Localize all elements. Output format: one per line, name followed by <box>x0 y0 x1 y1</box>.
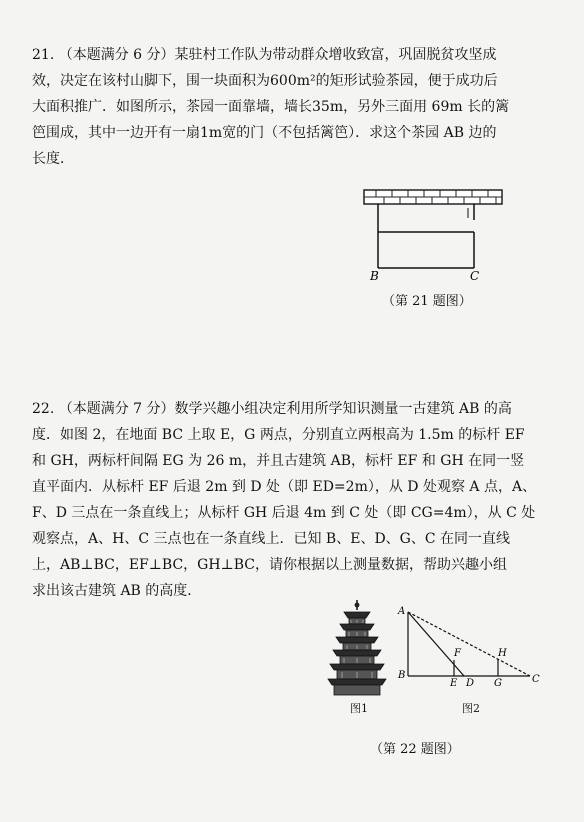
q22-line-2: 度．如图 2，在地面 BC 上取 E，G 两点，分别直立两根高为 1.5m 的标杆 EF <box>32 427 525 443</box>
label-c: C <box>470 269 480 283</box>
label-g: G <box>494 678 502 688</box>
label-c: C <box>532 674 540 685</box>
q22-line-7: 上，AB⊥BC，EF⊥BC，GH⊥BC，请你根据以上测量数据，帮助兴趣小组 <box>32 557 508 573</box>
q22-line-1: 22. （本题满分 7 分）数学兴趣小组决定利用所学知识测量一古建筑 AB 的高 <box>32 401 512 417</box>
question-21-text <box>32 42 552 172</box>
q22-line-8: 求出该古建筑 AB 的高度． <box>32 583 202 599</box>
question-22-text <box>32 396 552 604</box>
q21-figure-caption: （第 21 题图） <box>382 294 472 309</box>
label-h: H <box>498 648 507 659</box>
q21-line-4: 笆围成，其中一边开有一扇1m宽的门（不包括篱笆）．求这个茶园 AB 边的 <box>32 125 497 141</box>
garden-fence <box>378 204 474 268</box>
q21-line-1: 21. （本题满分 6 分）某驻村工作队为带动群众增收致富，巩固脱贫攻坚成 <box>32 47 497 63</box>
figure-2-caption: 图2 <box>462 702 480 715</box>
q21-line-2: 效，决定在该村山脚下，围一块面积为600m²的矩形试验茶园，便于成功后 <box>32 73 498 89</box>
figure-2-diagram <box>394 604 544 688</box>
brick-wall <box>364 190 502 204</box>
q21-line-5: 长度． <box>32 151 74 167</box>
label-a: A <box>398 606 406 617</box>
label-b: B <box>370 269 379 283</box>
label-e: E <box>450 678 458 688</box>
label-d: D <box>466 678 475 688</box>
q21-line-3: 大面积推广．如图所示，茶园一面靠墙，墙长35m，另外三面用 69m 长的篱 <box>32 99 510 115</box>
figure-1-caption: 图1 <box>350 702 368 715</box>
pagoda-image <box>322 598 392 698</box>
label-f: F <box>454 648 461 659</box>
q21-figure <box>358 186 508 286</box>
q22-line-4: 直平面内．从标杆 EF 后退 2m 到 D 处（即 ED=2m），从 D 处观察 A 点，A、 <box>32 479 537 495</box>
label-b: B <box>398 670 406 681</box>
q22-line-3: 和 GH，两标杆间隔 EG 为 26 m，并且古建筑 AB，标杆 EF 和 GH 在同一竖 <box>32 453 525 469</box>
q22-figure-caption: （第 22 题图） <box>370 742 460 757</box>
q22-line-5: F、D 三点在一条直线上；从标杆 GH 后退 4m 到 C 处（即 CG=4m），从 C 处 <box>32 505 536 521</box>
q22-line-6: 观察点，A、H、C 三点也在一条直线上．已知 B、E、D、G、C 在同一直线 <box>32 531 511 547</box>
